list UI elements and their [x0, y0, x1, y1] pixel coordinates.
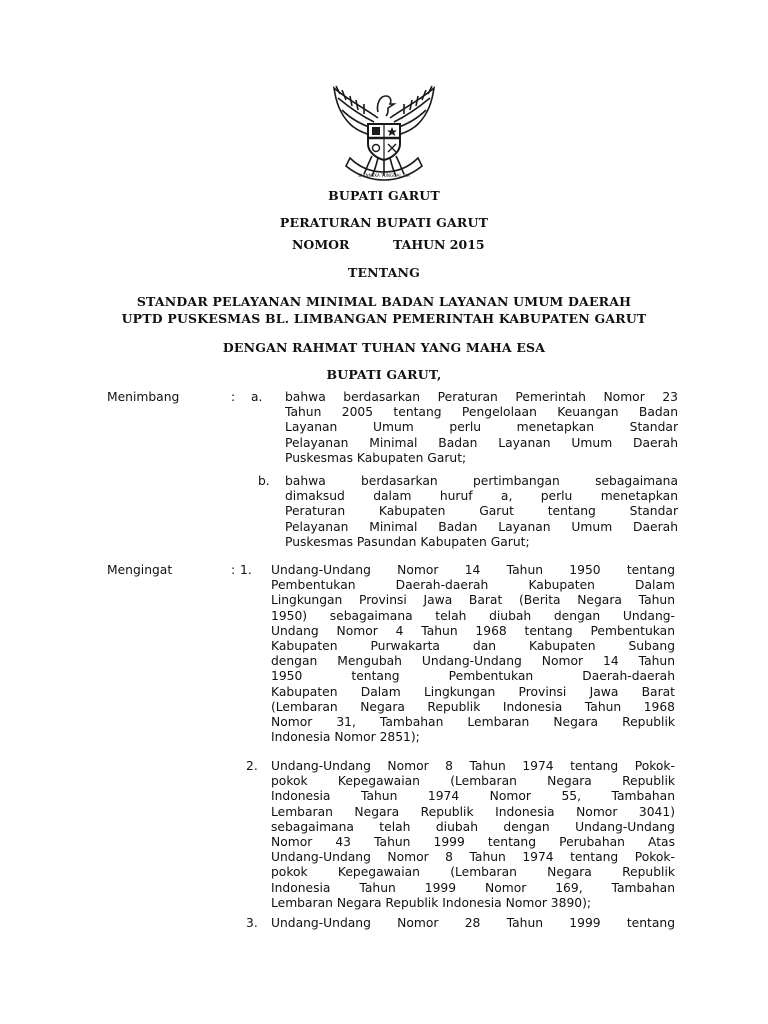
- mengingat-item-3-marker: 3.: [246, 916, 258, 930]
- text-line: Indonesia Nomor 2851);: [271, 730, 420, 745]
- text-line: Indonesia Tahun 1974 Nomor 55, Tambahan: [271, 789, 675, 804]
- text-line: pokok Kepegawaian (Lembaran Negara Republik: [271, 865, 675, 880]
- title-line-2: UPTD PUSKESMAS BL. LIMBANGAN PEMERINTAH KABUPATEN GARUT: [121, 311, 647, 326]
- nomor-label: NOMOR: [292, 237, 350, 252]
- text-line: Tahun 2005 tentang Pengelolaan Keuangan Badan: [285, 405, 678, 420]
- title-line-1: STANDAR PELAYANAN MINIMAL BADAN LAYANAN UMUM DAERAH: [136, 294, 632, 309]
- mengingat-colon: :: [231, 563, 236, 577]
- mengingat-label: Mengingat: [107, 563, 173, 577]
- text-line: (Lembaran Negara Republik Indonesia Tahun 1968: [271, 699, 675, 714]
- text-line: dengan Mengubah Undang-Undang Nomor 14 Tahun: [271, 654, 675, 669]
- mengingat-item-1: [271, 563, 675, 745]
- text-line: Undang-Undang Nomor 14 Tahun 1950 tentang: [271, 563, 675, 577]
- mengingat-item-1-marker: 1.: [240, 563, 252, 577]
- text-line: bahwa berdasarkan Peraturan Pemerintah Nomor 23: [285, 390, 678, 404]
- text-line: Kabupaten Dalam Lingkungan Provinsi Jawa Barat: [271, 684, 675, 699]
- text-line: Pembentukan Daerah-daerah Kabupaten Dalam: [271, 578, 675, 593]
- text-line: Peraturan Kabupaten Garut tentang Standar: [285, 504, 678, 519]
- menimbang-colon: :: [231, 390, 236, 404]
- text-line: Puskesmas Kabupaten Garut;: [285, 450, 467, 465]
- text-line: Undang-Undang Nomor 8 Tahun 1974 tentang Pokok-: [271, 850, 675, 865]
- regulation-heading: PERATURAN BUPATI GARUT: [279, 215, 489, 230]
- mengingat-item-2: [271, 759, 675, 911]
- text-line: dimaksud dalam huruf a, perlu menetapkan: [285, 489, 678, 504]
- menimbang-item-b-marker: b.: [258, 474, 270, 488]
- text-line: pokok Kepegawaian (Lembaran Negara Republik: [271, 774, 675, 789]
- menimbang-item-a-marker: a.: [251, 390, 263, 404]
- text-line: Undang-Undang Nomor 8 Tahun 1974 tentang Pokok-: [271, 759, 675, 773]
- tahun-label: TAHUN 2015: [393, 237, 485, 252]
- menimbang-label: Menimbang: [107, 390, 180, 404]
- rahmat-heading: DENGAN RAHMAT TUHAN YANG MAHA ESA: [222, 340, 546, 355]
- office-heading: BUPATI GARUT: [328, 188, 440, 203]
- bupati-heading: BUPATI GARUT,: [326, 367, 442, 382]
- text-line: Indonesia Tahun 1999 Nomor 169, Tambahan: [271, 880, 675, 895]
- text-line: Pelayanan Minimal Badan Layanan Umum Daerah: [285, 519, 678, 534]
- text-line: Puskesmas Pasundan Kabupaten Garut;: [285, 534, 530, 549]
- menimbang-item-b: [285, 474, 678, 550]
- text-line: Kabupaten Purwakarta dan Kabupaten Subang: [271, 638, 675, 653]
- text-line: sebagaimana telah diubah dengan Undang-Undang: [271, 819, 675, 834]
- text-line: Nomor 31, Tambahan Lembaran Negara Republik: [271, 714, 675, 729]
- text-line: Layanan Umum perlu menetapkan Standar: [285, 420, 678, 435]
- text-line: Lembaran Negara Republik Indonesia Nomor 3041): [271, 804, 675, 819]
- text-line: Undang-Undang Nomor 28 Tahun 1999 tentang: [271, 916, 675, 930]
- text-line: 1950 tentang Pembentukan Daerah-daerah: [271, 669, 675, 684]
- tentang-heading: TENTANG: [347, 265, 421, 280]
- garuda-emblem-icon: [326, 78, 442, 182]
- text-line: Pelayanan Minimal Badan Layanan Umum Daerah: [285, 435, 678, 450]
- text-line: Nomor 43 Tahun 1999 tentang Perubahan Atas: [271, 834, 675, 849]
- mengingat-item-3: [271, 916, 675, 931]
- text-line: Undang Nomor 4 Tahun 1968 tentang Pembentukan: [271, 623, 675, 638]
- text-line: 1950) sebagaimana telah diubah dengan Undang-: [271, 608, 675, 623]
- menimbang-item-a: [285, 390, 678, 466]
- text-line: bahwa berdasarkan pertimbangan sebagaimana: [285, 474, 678, 488]
- emblem-motto: BHINNEKA TUNGGAL IKA: [358, 173, 410, 178]
- text-line: Lingkungan Provinsi Jawa Barat (Berita Negara Tahun: [271, 593, 675, 608]
- mengingat-item-2-marker: 2.: [246, 759, 258, 773]
- text-line: Lembaran Negara Republik Indonesia Nomor 3890);: [271, 895, 592, 910]
